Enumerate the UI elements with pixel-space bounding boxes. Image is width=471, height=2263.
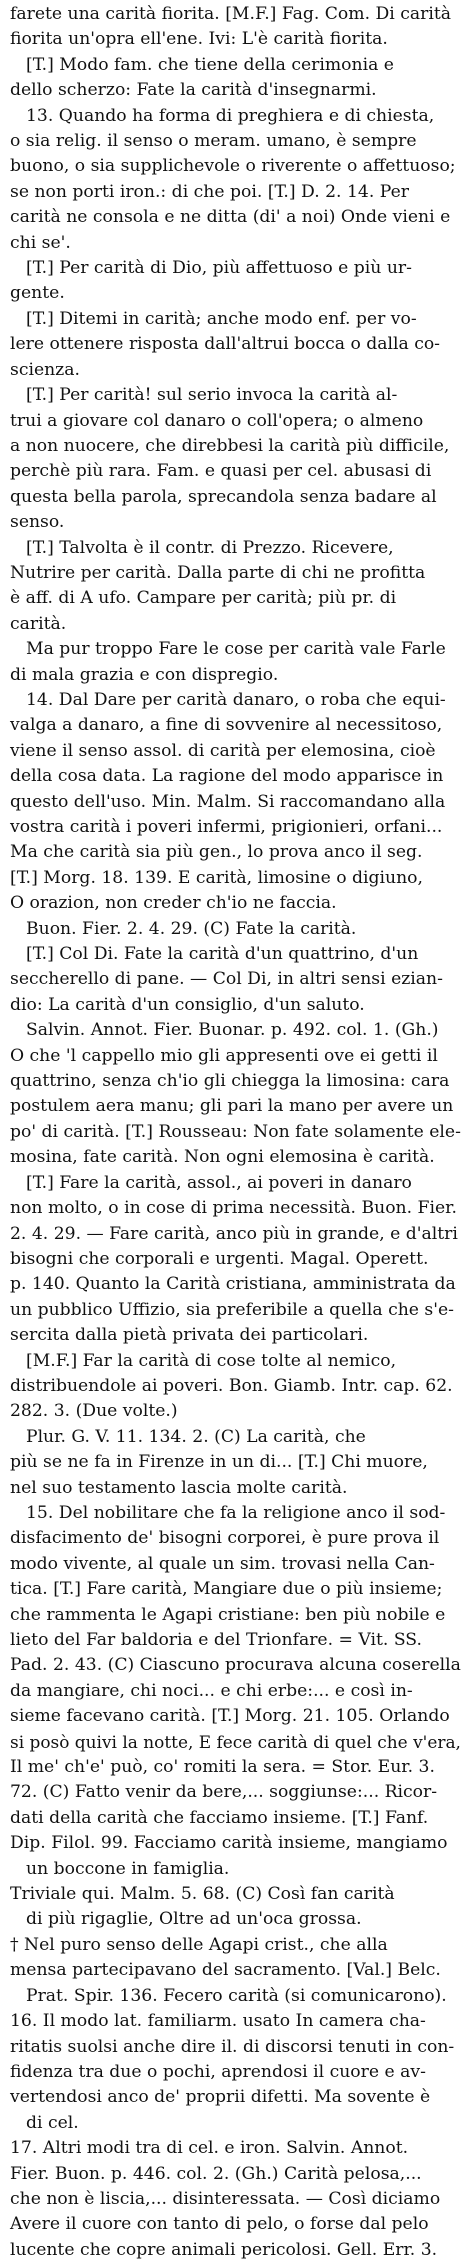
text-line: o sia relig. il senso o meram. umano, è sempre: [10, 131, 417, 152]
text-line: 15. Del nobilitare che fa la religione anco il sod-: [26, 1502, 446, 1523]
text-line: [M.F.] Far la carità di cose tolte al nemico,: [26, 1350, 397, 1371]
text-line: [T.] Fare la carità, assol., ai poveri in danaro: [26, 1172, 412, 1193]
text-line: distribuendole ai poveri. Bon. Giamb. Intr. cap. 62.: [10, 1375, 453, 1396]
text-line: 282. 3. (Due volte.): [10, 1401, 178, 1422]
text-line: 14. Dal Dare per carità danaro, o roba che equi-: [26, 689, 446, 710]
text-line: ritatis suolsi anche dire il. di discorsi tenuti in con-: [10, 2036, 455, 2057]
text-line: Pad. 2. 43. (C) Ciascuno procurava alcuna coserella: [10, 1655, 461, 1676]
text-line: che non è liscia,... disinteressata. — Così diciamo: [10, 2188, 441, 2209]
text-line: senso.: [10, 512, 65, 533]
text-line: dio: La carità d'un consiglio, d'un saluto.: [10, 994, 365, 1015]
text-line: seccherello di pane. — Col Di, in altri sensi ezian-: [10, 969, 443, 990]
text-line: vertendosi anco de' proprii difetti. Ma sovente è: [10, 2087, 431, 2108]
text-line: a non nuocere, che direbbesi la carità più difficile,: [10, 435, 450, 456]
text-line: scienza.: [10, 359, 80, 380]
text-line: [T.] Per carità di Dio, più affettuoso e più ur-: [26, 258, 412, 279]
text-line: viene il senso assol. di carità per elemosina, cioè: [10, 740, 436, 761]
text-line: dati della carità che facciamo insieme. [T.] Fanf.: [10, 1807, 429, 1828]
text-line: 13. Quando ha forma di preghiera e di chiesta,: [26, 105, 435, 126]
text-line: Nutrire per carità. Dalla parte di chi ne profitta: [10, 562, 426, 583]
text-line: vostra carità i poveri infermi, prigionieri, orfani...: [10, 817, 443, 837]
text-line: che rammenta le Agapi cristiane: ben più nobile e: [10, 1604, 446, 1625]
text-line: tica. [T.] Fare carità, Mangiare due o più insieme;: [10, 1579, 443, 1600]
text-line: farete una carità fiorita. [M.F.] Fag. Com. Di carità: [10, 4, 451, 24]
text-line: postulem aera manu; gli pari la mano per avere un: [10, 1096, 454, 1117]
text-line: Fier. Buon. p. 446. col. 2. (Gh.) Carità pelosa,...: [10, 2163, 422, 2184]
text-line: Avere il cuore con tanto di pelo, o forse dal pelo: [10, 2214, 429, 2235]
text-line: dello scherzo: Fate la carità d'insegnarmi.: [10, 80, 377, 101]
text-line: 72. (C) Fatto venir da bere,... soggiunse:... Ricor-: [10, 1782, 438, 1803]
text-line: modo vivente, al quale un sim. trovasi nella Can-: [10, 1553, 435, 1574]
text-line: Salvin. Annot. Fier. Buonar. p. 492. col. 1. (Gh.): [26, 1020, 439, 1041]
text-line: non molto, o in cose di prima necessità. Buon. Fier.: [10, 1198, 457, 1219]
text-line: [T.] Morg. 18. 139. E carità, limosine o digiuno,: [10, 867, 423, 888]
text-line: si posò quivi la notte, E fece carità di quel che v'era,: [10, 1731, 461, 1752]
text-line: 2. 4. 29. — Fare carità, anco più in grande, e d'altri: [10, 1223, 458, 1244]
text-line: mensa partecipavano del sacramento. [Val.] Belc.: [10, 1960, 441, 1981]
text-line: più se ne fa in Firenze in un di... [T.] Chi muore,: [10, 1452, 428, 1473]
text-line: lieto del Far baldoria e del Trionfare. = Vit. SS.: [10, 1630, 422, 1650]
text-line: un pubblico Uffizio, sia preferibile a quella che s'e-: [10, 1299, 454, 1320]
text-line: gente.: [10, 283, 65, 304]
text-line: buono, o sia supplichevole o riverente o affettuoso;: [10, 156, 456, 177]
text-line: chi se'.: [10, 232, 71, 253]
text-line: lere ottenere risposta dall'altrui bocca o dalla co-: [10, 334, 440, 355]
text-line: fiorita un'opra ell'ene. Ivi: L'è carità fiorita.: [10, 29, 388, 50]
text-line: è aff. di A ufo. Campare per carità; più pr. di: [10, 588, 397, 609]
text-line: Ma pur troppo Fare le cose per carità vale Farle: [26, 639, 446, 660]
text-line: 16. Il modo lat. familiarm. usato In camera cha-: [10, 2011, 426, 2032]
text-line: di mala grazia e con dispregio.: [10, 664, 279, 685]
text-line: quattrino, senza ch'io gli chiegga la limosina: cara: [10, 1071, 450, 1092]
text-line: [T.] Modo fam. che tiene della cerimonia e: [26, 54, 394, 75]
text-line: un boccone in famiglia.: [26, 1858, 230, 1879]
text-line: nel suo testamento lascia molte carità.: [10, 1477, 348, 1498]
text-line: bisogni che corporali e urgenti. Magal. Operett.: [10, 1248, 429, 1269]
text-line: questa bella parola, sprecandola senza badare al: [10, 486, 437, 507]
text-line: carità.: [10, 613, 67, 634]
text-line: Plur. G. V. 11. 134. 2. (C) La carità, che: [26, 1426, 366, 1447]
text-line: Dip. Filol. 99. Facciamo carità insieme, mangiamo: [10, 1833, 448, 1854]
text-line: p. 140. Quanto la Carità cristiana, amministrata da: [10, 1274, 456, 1295]
text-line: disfacimento de' bisogni corporei, è pure prova il: [10, 1528, 440, 1549]
text-line: [T.] Talvolta è il contr. di Prezzo. Ricevere,: [26, 537, 394, 558]
text-line: trui a giovare col danaro o coll'opera; o almeno: [10, 410, 424, 431]
text-line: [T.] Col Di. Fate la carità d'un quattrino, d'un: [26, 944, 419, 965]
text-line: lucente che copre animali pericolosi. Gell. Err. 3.: [10, 2239, 438, 2260]
text-line: sercita dalla pietà privata dei particolari.: [10, 1325, 369, 1346]
text-line: Buon. Fier. 2. 4. 29. (C) Fate la carità.: [26, 918, 357, 939]
text-line: della cosa data. La ragione del modo apparisce in: [10, 766, 444, 787]
text-line: di cel.: [26, 2112, 79, 2133]
text-line: mosina, fate carità. Non ogni elemosina è carità.: [10, 1147, 435, 1168]
text-line: Triviale qui. Malm. 5. 68. (C) Così fan carità: [10, 1884, 395, 1905]
text-line: Il me' ch'e' può, co' romiti la sera. = Stor. Eur. 3.: [10, 1757, 435, 1778]
text-line: Ma che carità sia più gen., lo prova anco il seg.: [10, 842, 423, 863]
text-line: [T.] Ditemi in carità; anche modo enf. per vo-: [26, 308, 417, 329]
text-line: Prat. Spir. 136. Fecero carità (si comunicarono).: [26, 1985, 447, 2006]
text-line: O che 'l cappello mio gli appresenti ove ei getti il: [10, 1045, 438, 1066]
text-line: sieme facevano carità. [T.] Morg. 21. 105. Orlando: [10, 1706, 450, 1727]
text-line: questo dell'uso. Min. Malm. Si raccomandano alla: [10, 791, 446, 812]
text-line: perchè più rara. Fam. e quasi per cel. abusasi di: [10, 461, 432, 482]
text-line: 17. Altri modi tra di cel. e iron. Salvin. Annot.: [10, 2138, 409, 2159]
text-line: [T.] Per carità! sul serio invoca la carità al-: [26, 385, 398, 406]
text-line: O orazion, non creder ch'io ne faccia.: [10, 893, 337, 914]
text-line: se non porti iron.: di che poi. [T.] D. 2. 14. Per: [10, 181, 409, 202]
text-line: fidenza tra due o pochi, aprendosi il cuore e av-: [10, 2061, 426, 2082]
text-line: valga a danaro, a fine di sovvenire al necessitoso,: [10, 715, 443, 736]
text-line: † Nel puro senso delle Agapi crist., che alla: [10, 1934, 388, 1955]
text-line: da mangiare, chi noci... e chi erbe:... e così in-: [10, 1680, 413, 1701]
text-line: po' di carità. [T.] Rousseau: Non fate solamente ele-: [10, 1121, 461, 1142]
text-line: di più rigaglie, Oltre ad un'oca grossa.: [26, 1909, 362, 1930]
text-line: carità ne consola e ne ditta (di' a noi) Onde vieni e: [10, 207, 451, 228]
